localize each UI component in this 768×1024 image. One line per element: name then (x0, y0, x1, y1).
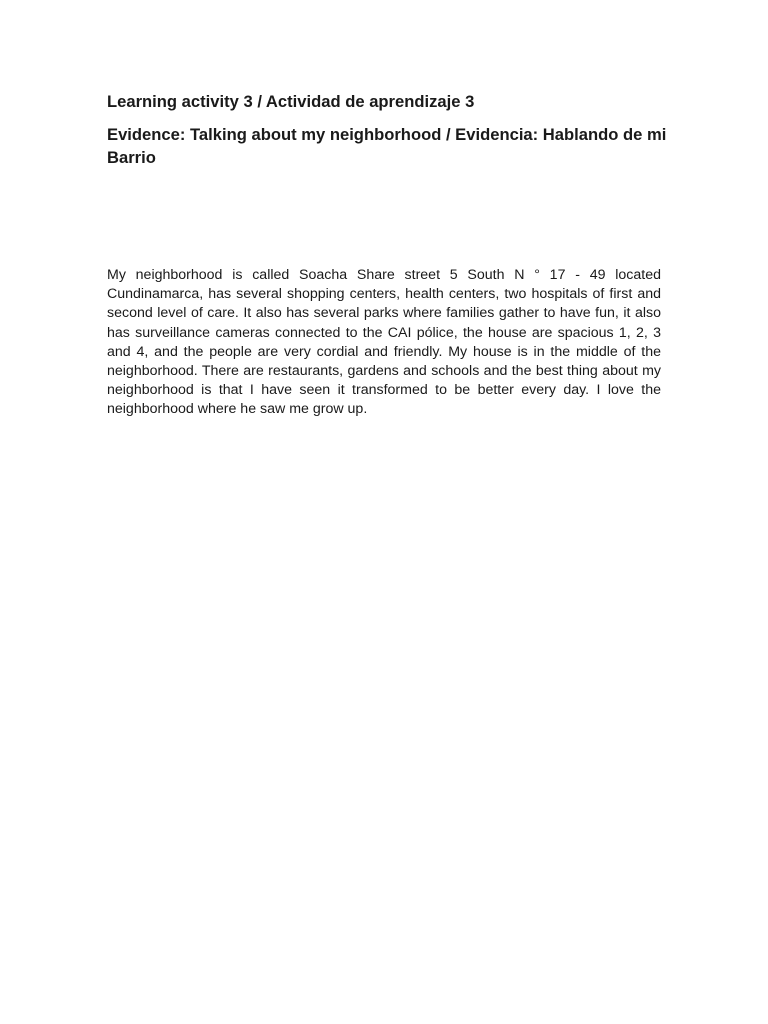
document-subtitle: Evidence: Talking about my neighborhood / Evidencia: Hablando de mi Barrio (107, 125, 667, 167)
body-paragraph: My neighborhood is called Soacha Share street 5 South N ° 17 - 49 located Cundinamarca, has several shopping centers, health centers, two hospitals of first and second level of care. It also has several parks where families gather to have fun, it also has surveillance cameras connected to the CAI pólice, the house are spacious 1, 2, 3 and 4, and the people are very cordial and friendly. My house is in the middle of the neighborhood. There are restaurants, gardens and schools and the best thing about my neighborhood is that I have seen it transformed to be better every day. I love the neighborhood where he saw me grow up. (107, 267, 661, 418)
document-title: Learning activity 3 / Actividad de aprendizaje 3 (107, 92, 475, 111)
